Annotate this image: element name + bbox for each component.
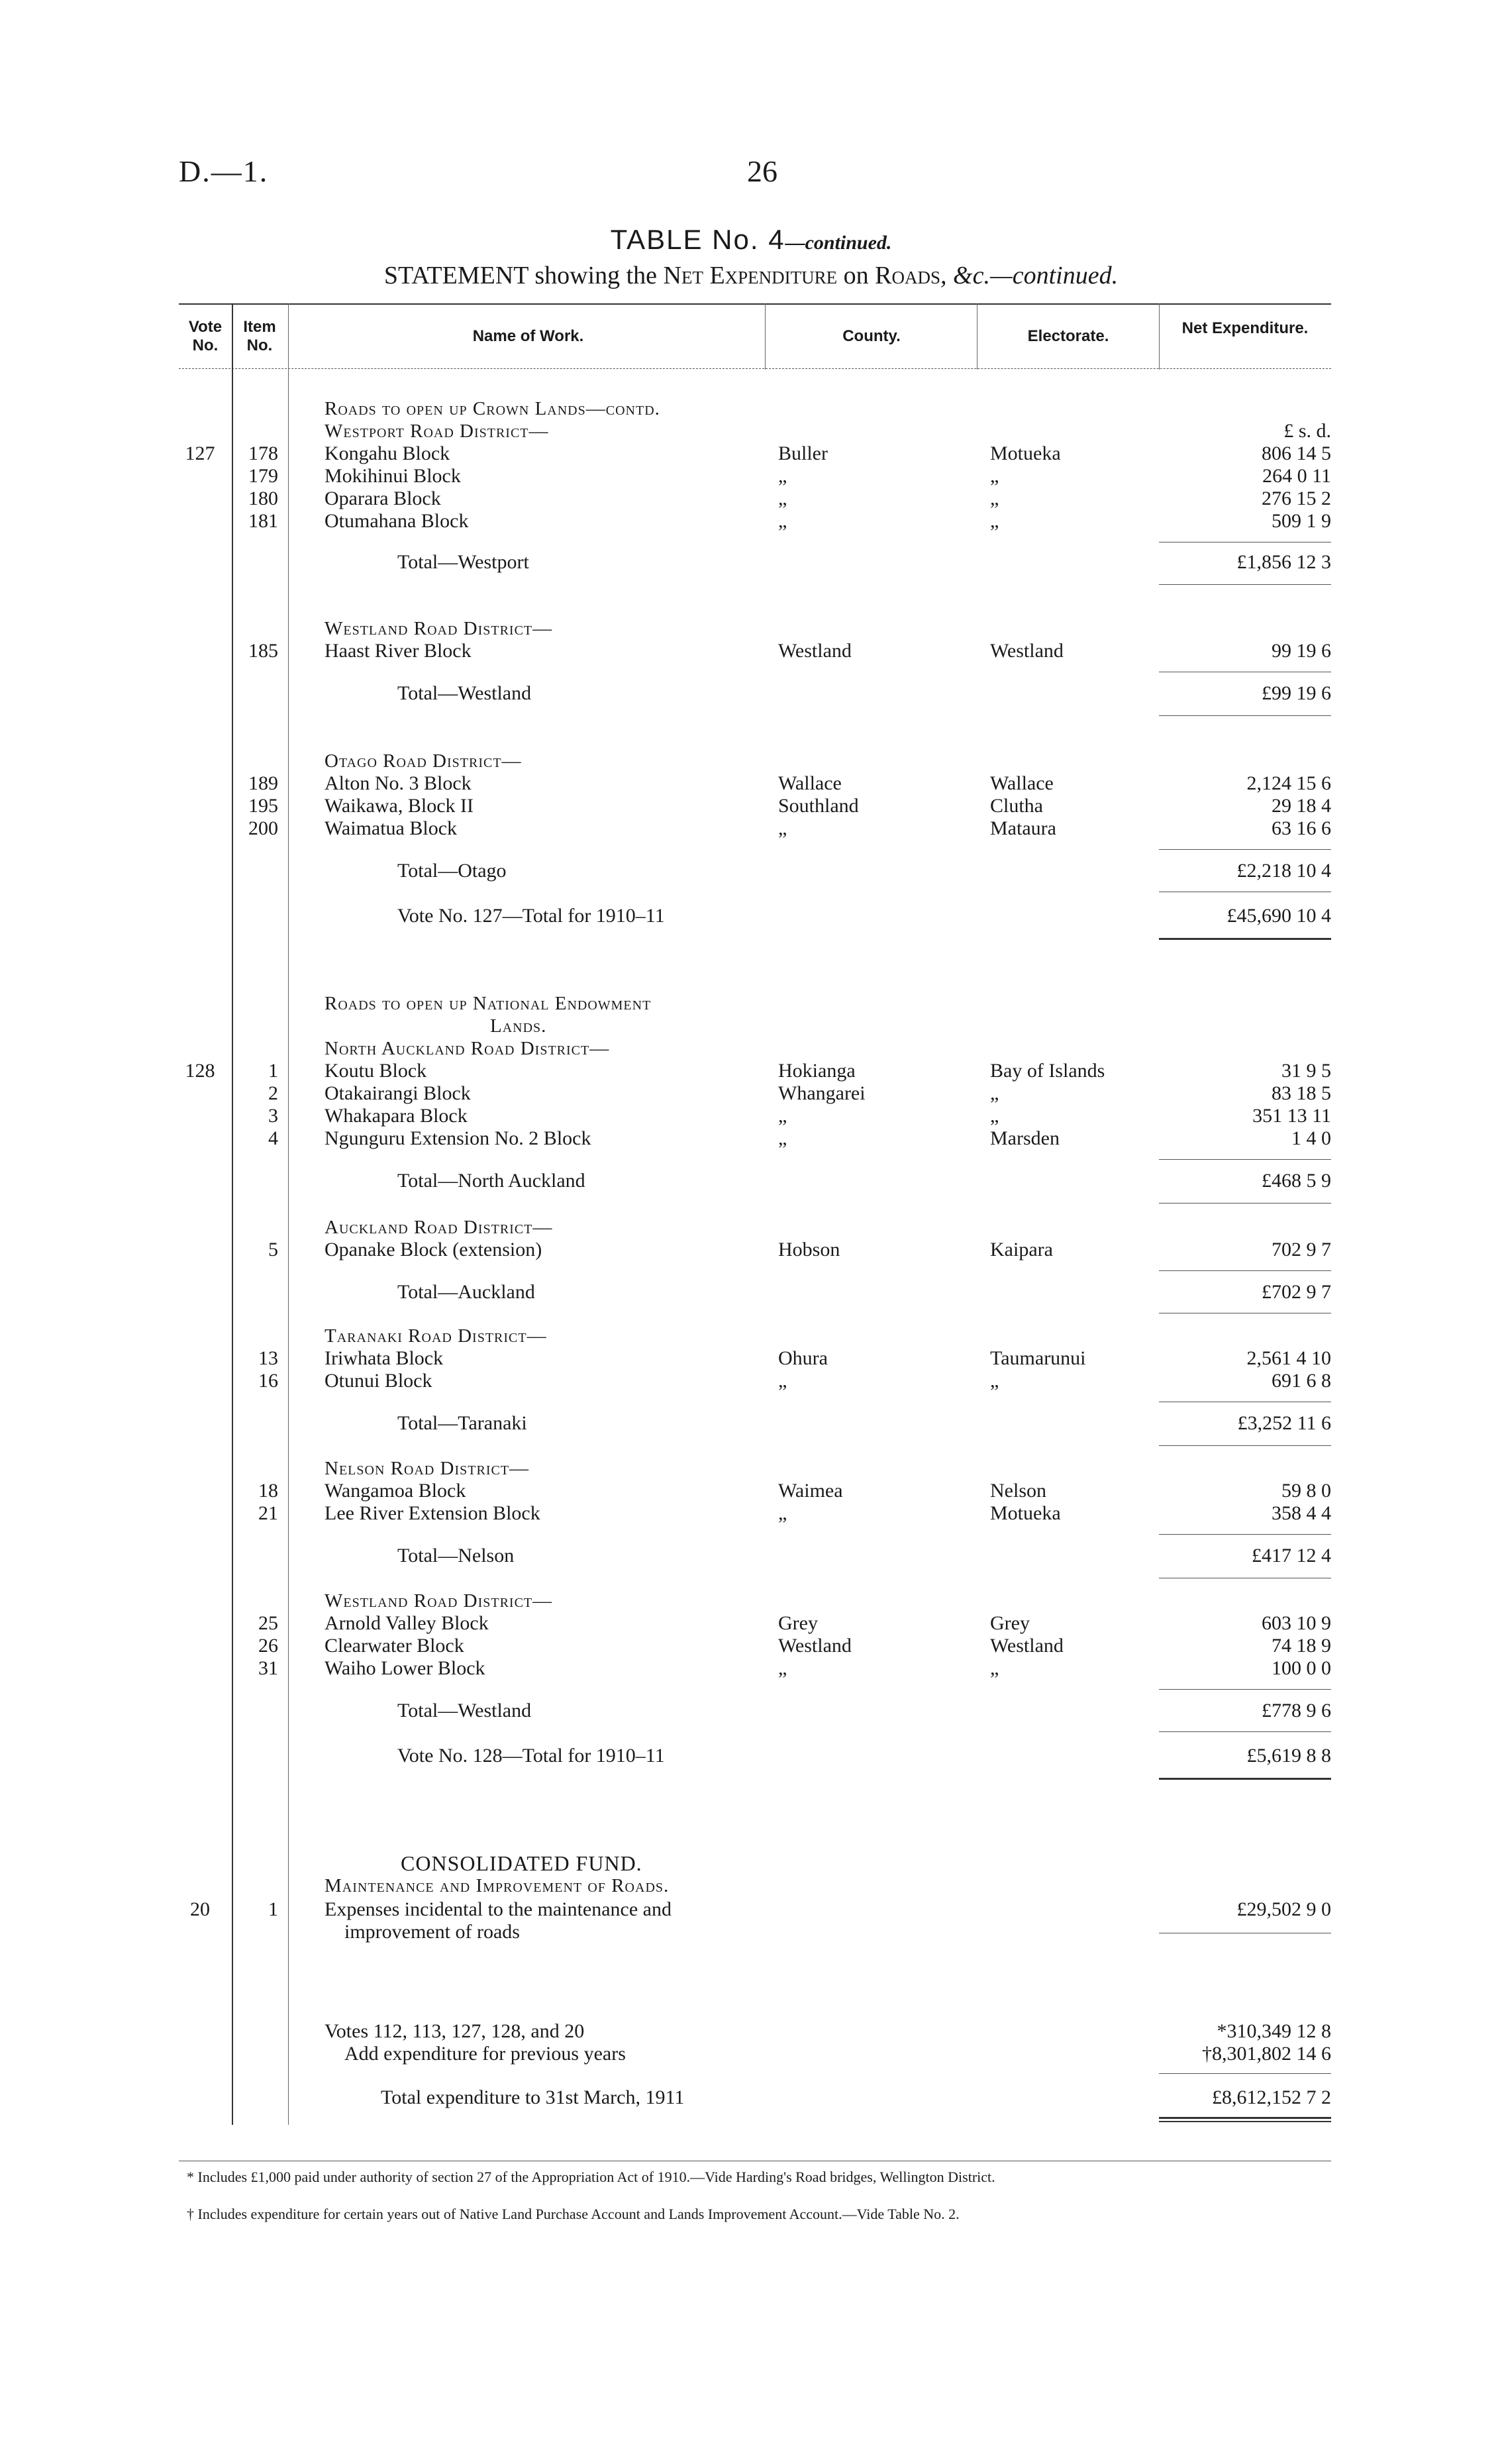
work-name: Oparara Block: [325, 488, 441, 509]
electorate: „: [990, 465, 999, 487]
total-label: Total—Auckland: [397, 1281, 535, 1303]
summary-value: †8,301,802 14 6: [1202, 2043, 1331, 2065]
work-name: Alton No. 3 Block: [325, 772, 472, 794]
county: „: [778, 1657, 787, 1679]
electorate: Westland: [990, 1635, 1064, 1657]
net-expenditure: 63 16 6: [1272, 817, 1331, 839]
net-expenditure: 264 0 11: [1262, 465, 1331, 487]
table-title-suffix: —continued.: [785, 232, 892, 254]
district-heading: [0, 1590, 1502, 1612]
vote-total-row: [0, 905, 1502, 927]
district-heading: [0, 1325, 1502, 1347]
item-no: 21: [258, 1502, 278, 1524]
table-row: [0, 640, 1502, 662]
county: „: [778, 465, 787, 487]
table-top-rule: [179, 303, 1331, 305]
subtotal-rule: [1159, 1159, 1331, 1160]
work-name: Whakapara Block: [325, 1105, 468, 1127]
net-expenditure: 351 13 11: [1252, 1105, 1331, 1127]
total-label: Total—Westland: [397, 1700, 532, 1721]
table-row: [0, 1898, 1502, 1921]
item-no: 180: [248, 488, 278, 509]
table-row: [0, 772, 1502, 795]
county: Grey: [778, 1612, 818, 1634]
county: Southland: [778, 795, 859, 817]
work-name: Wangamoa Block: [325, 1480, 466, 1502]
summary-rule: [1159, 2073, 1331, 2074]
section-heading: [0, 1015, 1502, 1037]
subtotal-rule: [1159, 1689, 1331, 1690]
district-heading: [0, 420, 1502, 442]
net-expenditure: 83 18 5: [1272, 1082, 1331, 1104]
subtitle-part: , &c.—continued.: [940, 262, 1119, 289]
work-name: Waimatua Block: [325, 817, 458, 839]
district-title: Auckland Road District—: [325, 1217, 553, 1238]
table-row: [0, 1239, 1502, 1261]
net-expenditure: 509 1 9: [1272, 510, 1331, 532]
net-expenditure: 2,561 4 10: [1246, 1347, 1331, 1369]
item-no: 195: [248, 795, 278, 817]
section-title: Roads to open up National Endowment: [325, 993, 652, 1014]
electorate: „: [990, 510, 999, 532]
table-row: [0, 1480, 1502, 1502]
header-bottom-rule: [179, 368, 1331, 369]
table-row: [0, 1612, 1502, 1635]
electorate: „: [990, 1105, 999, 1127]
district-heading: [0, 1457, 1502, 1480]
vote-total-rule: [1159, 938, 1331, 940]
net-expenditure: 702 9 7: [1272, 1239, 1331, 1260]
net-expenditure: 1 4 0: [1291, 1127, 1331, 1149]
county: „: [778, 817, 787, 839]
summary-label: Add expenditure for previous years: [344, 2043, 626, 2065]
section-heading: [0, 1852, 1502, 1874]
col-header-county: County.: [842, 327, 901, 345]
table-row: [0, 1370, 1502, 1392]
total-label: Total—Westland: [397, 682, 532, 704]
total-value: £702 9 7: [1262, 1281, 1331, 1303]
total-label: Total—Taranaki: [397, 1412, 527, 1434]
item-no: 26: [258, 1635, 278, 1657]
county: „: [778, 1502, 787, 1524]
district-heading: [0, 1037, 1502, 1060]
summary-row: [0, 2020, 1502, 2043]
item-no: 179: [248, 465, 278, 487]
table-row: [0, 1082, 1502, 1105]
vote-no: 127: [185, 442, 215, 464]
work-name: Mokihinui Block: [325, 465, 461, 487]
table-row: [0, 1502, 1502, 1525]
county: „: [778, 1370, 787, 1392]
county: Wallace: [778, 772, 842, 794]
total-rule: [1159, 584, 1331, 585]
total-label: Total—Otago: [397, 860, 507, 882]
table-row: [0, 442, 1502, 465]
county: Waimea: [778, 1480, 843, 1502]
county: Hobson: [778, 1239, 840, 1260]
table-row: [0, 488, 1502, 510]
consolidated-subheading: Maintenance and Improvement of Roads.: [325, 1875, 670, 1896]
subtitle-part: Net Expenditure: [663, 262, 838, 289]
work-name: Haast River Block: [325, 640, 472, 662]
vote-total-row: [0, 1745, 1502, 1767]
work-name-continued: improvement of roads: [344, 1921, 520, 1943]
work-name: Otakairangi Block: [325, 1082, 471, 1104]
subtotal-rule: [1159, 1534, 1331, 1535]
work-name: Waikawa, Block II: [325, 795, 474, 817]
footnote-1: * Includes £1,000 paid under authority of section 27 of the Appropriation Act of 1910.—Vide Harding's Road bridges, Wellington District.: [187, 2169, 995, 2185]
subtitle-part: STATEMENT showing the: [383, 262, 664, 289]
net-expenditure: £29,502 9 0: [1236, 1898, 1331, 1920]
total-row: [0, 1700, 1502, 1722]
total-rule: [1159, 1731, 1331, 1732]
item-no: 5: [268, 1239, 278, 1260]
net-expenditure: 59 8 0: [1281, 1480, 1331, 1502]
net-expenditure: 358 4 4: [1272, 1502, 1331, 1524]
section-heading: [0, 397, 1502, 420]
table-row: [0, 1347, 1502, 1370]
item-no: 18: [258, 1480, 278, 1502]
subtotal-rule: [1159, 849, 1331, 850]
county: „: [778, 1127, 787, 1149]
county: „: [778, 488, 787, 509]
consolidated-fund-heading: CONSOLIDATED FUND.: [401, 1851, 642, 1875]
district-heading: [0, 750, 1502, 772]
table-row: [0, 510, 1502, 533]
work-name: Clearwater Block: [325, 1635, 464, 1657]
work-name: Lee River Extension Block: [325, 1502, 540, 1524]
page-number: 26: [747, 154, 777, 188]
district-title: Westport Road District—: [325, 421, 549, 442]
total-label: Total—Westport: [397, 551, 529, 573]
district-heading: [0, 1216, 1502, 1239]
total-row: [0, 860, 1502, 882]
county: Hokianga: [778, 1060, 856, 1082]
vote-no: 20: [190, 1898, 210, 1920]
total-row: [0, 551, 1502, 574]
item-no: 1: [268, 1060, 278, 1082]
county: Westland: [778, 640, 852, 662]
work-name: Opanake Block (extension): [325, 1239, 542, 1260]
net-column-divider: [1159, 303, 1160, 370]
vote-total-rule: [1159, 1778, 1331, 1780]
table-row-continued: [0, 1921, 1502, 1943]
net-expenditure: 31 9 5: [1281, 1060, 1331, 1082]
district-heading: [0, 617, 1502, 640]
work-name: Iriwhata Block: [325, 1347, 444, 1369]
total-value: £417 12 4: [1252, 1545, 1331, 1566]
total-rule: [1159, 1203, 1331, 1204]
item-no: 4: [268, 1127, 278, 1149]
electorate: Motueka: [990, 442, 1061, 464]
grand-total-label: Total expenditure to 31st March, 1911: [381, 2086, 685, 2108]
section-heading: [0, 992, 1502, 1015]
electorate: Motueka: [990, 1502, 1061, 1524]
district-title: Taranaki Road District—: [325, 1325, 547, 1347]
item-no: 1: [268, 1898, 278, 1920]
electorate: Taumarunui: [990, 1347, 1086, 1369]
item-no: 3: [268, 1105, 278, 1127]
net-expenditure: 806 14 5: [1262, 442, 1331, 464]
county: Buller: [778, 442, 828, 464]
table-row: [0, 795, 1502, 817]
electorate: „: [990, 488, 999, 509]
electorate: Mataura: [990, 817, 1056, 839]
total-label: Total—North Auckland: [397, 1170, 585, 1192]
district-title: Westland Road District—: [325, 1590, 553, 1612]
grand-total-value: £8,612,152 7 2: [1212, 2086, 1331, 2108]
electorate: Westland: [990, 640, 1064, 662]
table-title-text: TABLE No. 4: [610, 224, 785, 255]
grand-total-rule: [1159, 2121, 1331, 2122]
summary-value: *310,349 12 8: [1217, 2020, 1331, 2042]
district-title: Nelson Road District—: [325, 1458, 530, 1479]
total-row: [0, 1281, 1502, 1304]
summary-row: [0, 2043, 1502, 2065]
item-no: 25: [258, 1612, 278, 1634]
net-expenditure: 99 19 6: [1272, 640, 1331, 662]
total-row: [0, 1545, 1502, 1567]
net-expenditure: 691 6 8: [1272, 1370, 1331, 1392]
total-rule: [1159, 715, 1331, 716]
table-row: [0, 1105, 1502, 1127]
work-name: Otunui Block: [325, 1370, 432, 1392]
currency-header: £ s. d.: [1283, 420, 1331, 442]
electorate: Bay of Islands: [990, 1060, 1105, 1082]
item-no: 16: [258, 1370, 278, 1392]
net-expenditure: 2,124 15 6: [1246, 772, 1331, 794]
subtitle-part: Roads: [875, 262, 941, 289]
county: Ohura: [778, 1347, 828, 1369]
county: Westland: [778, 1635, 852, 1657]
total-value: £778 9 6: [1262, 1700, 1331, 1721]
electorate: Grey: [990, 1612, 1030, 1634]
county: „: [778, 510, 787, 532]
col-header-net: Net Expenditure.: [1181, 319, 1309, 337]
vote-total-value: £5,619 8 8: [1246, 1745, 1331, 1767]
district-title: Otago Road District—: [325, 750, 522, 772]
total-value: £99 19 6: [1262, 682, 1331, 704]
table-row: [0, 1060, 1502, 1082]
county: Whangarei: [778, 1082, 866, 1104]
subtitle-part: on: [837, 262, 876, 289]
work-name: Kongahu Block: [325, 442, 450, 464]
col-header-item: Item No.: [243, 318, 276, 354]
work-name: Koutu Block: [325, 1060, 427, 1082]
table-row: [0, 1127, 1502, 1150]
grand-total-rule: [1159, 2117, 1331, 2119]
electorate: Nelson: [990, 1480, 1046, 1502]
electorate: Clutha: [990, 795, 1043, 817]
col-header-name: Name of Work.: [472, 327, 584, 345]
col-header-vote: Vote No.: [188, 318, 223, 354]
grand-total-row: [0, 2086, 1502, 2109]
county-column-divider: [765, 303, 766, 370]
total-row: [0, 1170, 1502, 1192]
vote-total-label: Vote No. 127—Total for 1910–11: [397, 905, 665, 927]
work-name: Ngunguru Extension No. 2 Block: [325, 1127, 591, 1149]
electorate: „: [990, 1657, 999, 1679]
work-name: Expenses incidental to the maintenance and: [325, 1898, 672, 1920]
electorate: Kaipara: [990, 1239, 1053, 1260]
net-expenditure: 603 10 9: [1262, 1612, 1331, 1634]
total-value: £468 5 9: [1262, 1170, 1331, 1192]
electorate: „: [990, 1370, 999, 1392]
subtotal-rule: [1159, 1270, 1331, 1271]
table-title: [0, 224, 1502, 256]
item-no: 200: [248, 817, 278, 839]
county: „: [778, 1105, 787, 1127]
table-row: [0, 1657, 1502, 1680]
work-name: Arnold Valley Block: [325, 1612, 489, 1634]
table-row: [0, 1635, 1502, 1657]
electorate: Wallace: [990, 772, 1054, 794]
net-expenditure: 29 18 4: [1272, 795, 1331, 817]
summary-label: Votes 112, 113, 127, 128, and 20: [325, 2020, 585, 2042]
vote-no: 128: [185, 1060, 215, 1082]
section-heading: [0, 1874, 1502, 1897]
item-no: 189: [248, 772, 278, 794]
item-no: 2: [268, 1082, 278, 1104]
total-value: £1,856 12 3: [1236, 551, 1331, 573]
work-name: Waiho Lower Block: [325, 1657, 485, 1679]
item-no: 185: [248, 640, 278, 662]
total-value: £3,252 11 6: [1237, 1412, 1331, 1434]
footnote-2: † Includes expenditure for certain years out of Native Land Purchase Account and Lands Improvement Account.—Vide Table No. 2.: [187, 2206, 960, 2222]
section-title: Roads to open up Crown Lands—contd.: [325, 398, 660, 419]
vote-total-label: Vote No. 128—Total for 1910–11: [397, 1745, 665, 1767]
item-no: 31: [258, 1657, 278, 1679]
total-row: [0, 1412, 1502, 1435]
col-header-electorate: Electorate.: [1027, 327, 1109, 345]
electorate: „: [990, 1082, 999, 1104]
work-name: Otumahana Block: [325, 510, 469, 532]
total-label: Total—Nelson: [397, 1545, 515, 1566]
vote-total-value: £45,690 10 4: [1227, 905, 1331, 927]
total-row: [0, 682, 1502, 705]
document-reference: D.—1.: [179, 154, 269, 188]
item-no: 13: [258, 1347, 278, 1369]
total-value: £2,218 10 4: [1236, 860, 1331, 882]
section-title-continued: Lands.: [490, 1015, 547, 1037]
district-title: North Auckland Road District—: [325, 1038, 610, 1059]
net-expenditure: 100 0 0: [1272, 1657, 1331, 1679]
net-expenditure: 276 15 2: [1262, 488, 1331, 509]
total-rule: [1159, 1445, 1331, 1446]
electorate: Marsden: [990, 1127, 1060, 1149]
table-row: [0, 465, 1502, 488]
item-no: 181: [248, 510, 278, 532]
district-title: Westland Road District—: [325, 618, 553, 639]
table-subtitle: [0, 261, 1502, 290]
net-expenditure: 74 18 9: [1272, 1635, 1331, 1657]
table-row: [0, 817, 1502, 840]
item-no: 178: [248, 442, 278, 464]
